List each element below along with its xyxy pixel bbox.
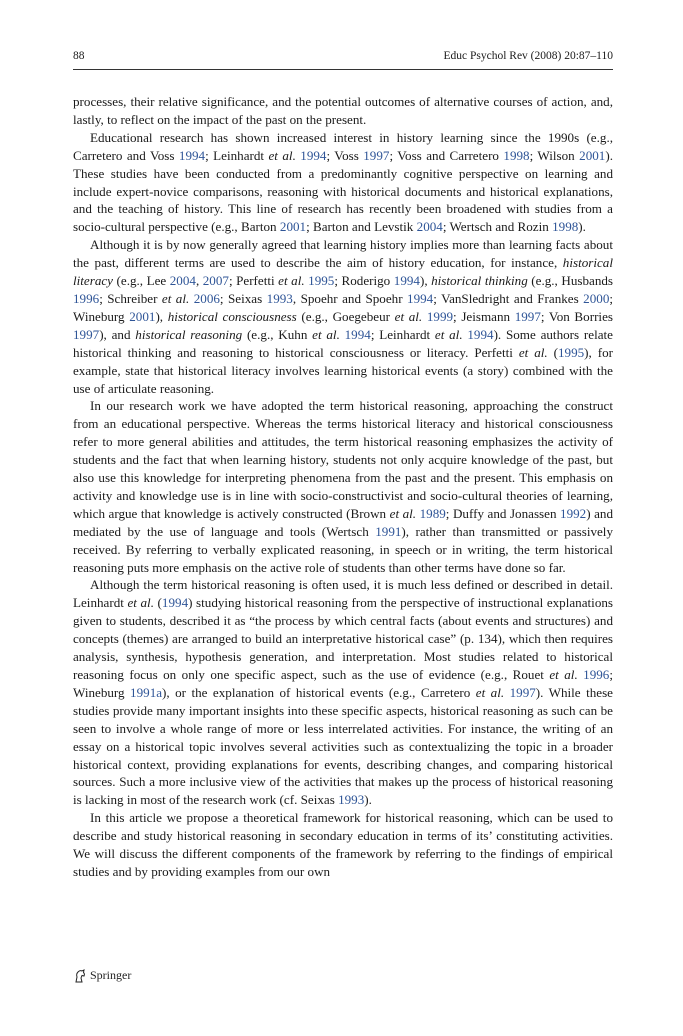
text-segment: (e.g., Husbands: [527, 273, 614, 289]
italic-text: historical thinking: [431, 273, 528, 289]
text-segment: ) studying historical reasoning from the perspective of instructional explanations given to students, described it as “the process by which central facts (about events and structures) and concepts (themes) are arranged to build an interpretative historical case” (p. 134), which then requires analysis, synthesis, hypothesis generation, and interpretation. Most studies related to historical reasoning focus on only one specific aspect, such as the use of evidence (e.g., Rouet: [73, 595, 614, 682]
text-segment: ),: [155, 308, 168, 324]
text-segment: ). While these studies provide many important insights into these specific aspects, historical reasoning as such can be seen to involve a whole range of more or less interrelated activities. For instance, the writing of an essay on a historical topic involves several activities such as contextualizing the topic in a broader historical context, providing explanations for events, describing changes, and comparing historical sources. Such a more inclusive view of the activities that makes up the process of historical reasoning is lacking in most of the research work (cf. Seixas: [73, 684, 613, 808]
text-segment: ; Roderigo: [334, 273, 394, 289]
text-segment: ; Seixas: [219, 290, 267, 306]
text-segment: ), for example, state that historical literacy involves learning historical events (a story) combined with the use of articulate reasoning.: [73, 344, 614, 396]
text-segment: ; Wineburg: [73, 290, 613, 324]
citation-link[interactable]: 1997: [514, 308, 541, 324]
text-segment: ; VanSledright and Frankes: [433, 290, 584, 306]
text-segment: ; Von Borries: [540, 308, 613, 324]
page: [73, 50, 613, 881]
citation-link[interactable]: 1994: [300, 147, 327, 163]
text-segment: ). Some authors relate historical thinking and reasoning to historical consciousness or literacy. Perfetti: [73, 326, 613, 360]
footer: [73, 968, 131, 983]
paragraph: [73, 93, 613, 129]
italic-text: historical consciousness: [167, 308, 297, 324]
citation-link[interactable]: 2004: [169, 273, 196, 289]
text-segment: ) and mediated by the use of language and tools (Wertsch: [73, 505, 613, 539]
text-segment: ; Voss: [326, 147, 364, 163]
text-segment: (e.g., Lee: [113, 273, 170, 289]
citation-link[interactable]: 1995: [308, 273, 335, 289]
paragraph: [73, 236, 613, 397]
text-segment: ), or the explanation of historical events (e.g., Carretero: [162, 684, 476, 700]
italic-text: et al.: [278, 273, 305, 289]
citation-link[interactable]: 2007: [202, 273, 229, 289]
citation-link[interactable]: 1996: [583, 667, 610, 682]
citation-link[interactable]: 1993: [338, 792, 365, 808]
text-segment: ), rather than transmitted or passively received. By referring to verbally explicated reasoning, in speech or in writing, the term historical reasoning puts more emphasis on the active role of students than other terms have done so far.: [73, 523, 613, 575]
text-segment: ),: [419, 273, 432, 289]
citation-link[interactable]: 2001: [579, 147, 606, 163]
citation-link[interactable]: 1993: [266, 290, 293, 306]
text-segment: Although the term historical reasoning is often used, it is much less defined or described in detail. Leinhardt: [73, 577, 613, 611]
citation-link[interactable]: 1994: [161, 595, 189, 611]
citation-link[interactable]: 2006: [193, 290, 220, 306]
citation-link[interactable]: 1994: [393, 273, 420, 289]
italic-text: historical reasoning: [135, 326, 243, 342]
text-segment: processes, their relative significance, and the potential outcomes of alternative courses of action, and, lastly, to reflect on the impact of the past on the present.: [73, 94, 613, 127]
publisher-name: Springer: [90, 968, 132, 982]
italic-text: et al.: [312, 326, 340, 342]
citation-link[interactable]: 1997: [73, 326, 100, 342]
body-text: [73, 93, 613, 881]
citation-link[interactable]: 1996: [73, 290, 100, 306]
journal-citation: Educ Psychol Rev (2008) 20:87–110: [443, 50, 613, 62]
text-segment: (: [547, 344, 558, 360]
paragraph: [73, 576, 613, 809]
italic-text: et al.: [549, 667, 578, 682]
citation-link[interactable]: 1998: [552, 219, 579, 235]
paragraph: [73, 129, 613, 236]
text-segment: ).: [364, 792, 372, 808]
italic-text: historical literacy: [73, 255, 613, 289]
text-segment: ; Wertsch and Rozin: [442, 219, 553, 235]
springer-horse-icon: [73, 969, 87, 983]
paragraph: [73, 397, 613, 576]
text-segment: (e.g., Goegebeur: [296, 308, 395, 324]
text-segment: Although it is by now generally agreed that learning history implies more than learning facts about the past, different terms are used to describe the aim of history education, for instance,: [73, 237, 613, 271]
citation-link[interactable]: 2004: [416, 219, 443, 235]
text-segment: (: [153, 595, 162, 611]
running-header: [73, 50, 613, 70]
text-segment: ; Leinhardt: [205, 147, 269, 163]
italic-text: et al.: [127, 595, 154, 611]
italic-text: et al.: [389, 505, 417, 521]
citation-link[interactable]: 1991a: [130, 684, 163, 700]
citation-link[interactable]: 1994: [178, 147, 206, 163]
citation-link[interactable]: 2001: [129, 308, 156, 324]
citation-link[interactable]: 2001: [279, 219, 307, 235]
page-number: 88: [73, 50, 85, 62]
text-segment: ). These studies have been conducted from a predominantly cognitive perspective on learning and include expert-novice comparisons, reasoning with historical documents and historical explanations, and the teaching of history. This line of research has recently been broadened with studies from a socio-cultural perspective (e.g., Barton: [73, 147, 613, 235]
text-segment: ; Voss and Carretero: [389, 147, 504, 163]
italic-text: et al.: [161, 290, 190, 306]
italic-text: et al.: [268, 147, 296, 163]
text-segment: ; Duffy and Jonassen: [445, 505, 561, 521]
text-segment: ; Schreiber: [99, 290, 162, 306]
text-segment: Educational research has shown increased interest in history learning since the 1990s (e.g., Carretero and Voss: [73, 129, 613, 163]
text-segment: ; Barton and Levstik: [306, 219, 417, 235]
text-segment: ; Wilson: [529, 147, 580, 163]
citation-link[interactable]: 1997: [509, 684, 536, 700]
text-segment: ; Jeismann: [453, 308, 515, 324]
citation-link[interactable]: 1995: [557, 344, 585, 360]
citation-link[interactable]: 1997: [363, 147, 390, 163]
citation-link[interactable]: 1991: [375, 523, 402, 539]
citation-link[interactable]: 1994: [467, 326, 494, 342]
text-segment: ).: [578, 219, 586, 235]
text-segment: (e.g., Kuhn: [242, 326, 313, 342]
citation-link[interactable]: 1989: [419, 505, 446, 521]
italic-text: et al.: [475, 684, 505, 700]
citation-link[interactable]: 1998: [503, 147, 530, 163]
citation-link[interactable]: 1999: [426, 308, 454, 324]
text-segment: , Spoehr and Spoehr: [292, 290, 408, 306]
text-segment: In this article we propose a theoretical framework for historical reasoning, which can be used to describe and study historical reasoning in secondary education in terms of its’ constituting activities. We will discuss the different components of the framework by referring to the findings of empirical studies and by providing examples from our own: [73, 810, 613, 879]
citation-link[interactable]: 2000: [583, 290, 610, 306]
italic-text: et al.: [518, 344, 548, 360]
citation-link[interactable]: 1992: [560, 505, 587, 521]
citation-link[interactable]: 1994: [344, 326, 371, 342]
text-segment: In our research work we have adopted the term historical reasoning, approaching the construct from an educational perspective. Whereas the terms historical literacy and historical consciousness refer to more general abilities and attitudes, the term historical reasoning emphasizes the activity of students and the fact that when learning history, students not only acquire knowledge of the past, but also use this knowledge for interpreting phenomena from the past and the present. This emphasis on activity and knowledge use is in line with socio-constructivist and socio-cultural theories of learning, which argue that knowledge is actively constructed (Brown: [73, 398, 613, 521]
text-segment: ), and: [99, 326, 136, 342]
italic-text: et al.: [394, 308, 423, 324]
paragraph: [73, 809, 613, 881]
text-segment: ; Wineburg: [73, 667, 613, 700]
italic-text: et al.: [434, 326, 463, 342]
text-segment: ,: [195, 273, 203, 289]
text-segment: ; Perfetti: [228, 273, 279, 289]
citation-link[interactable]: 1994: [407, 290, 434, 306]
text-segment: ; Leinhardt: [370, 326, 435, 342]
